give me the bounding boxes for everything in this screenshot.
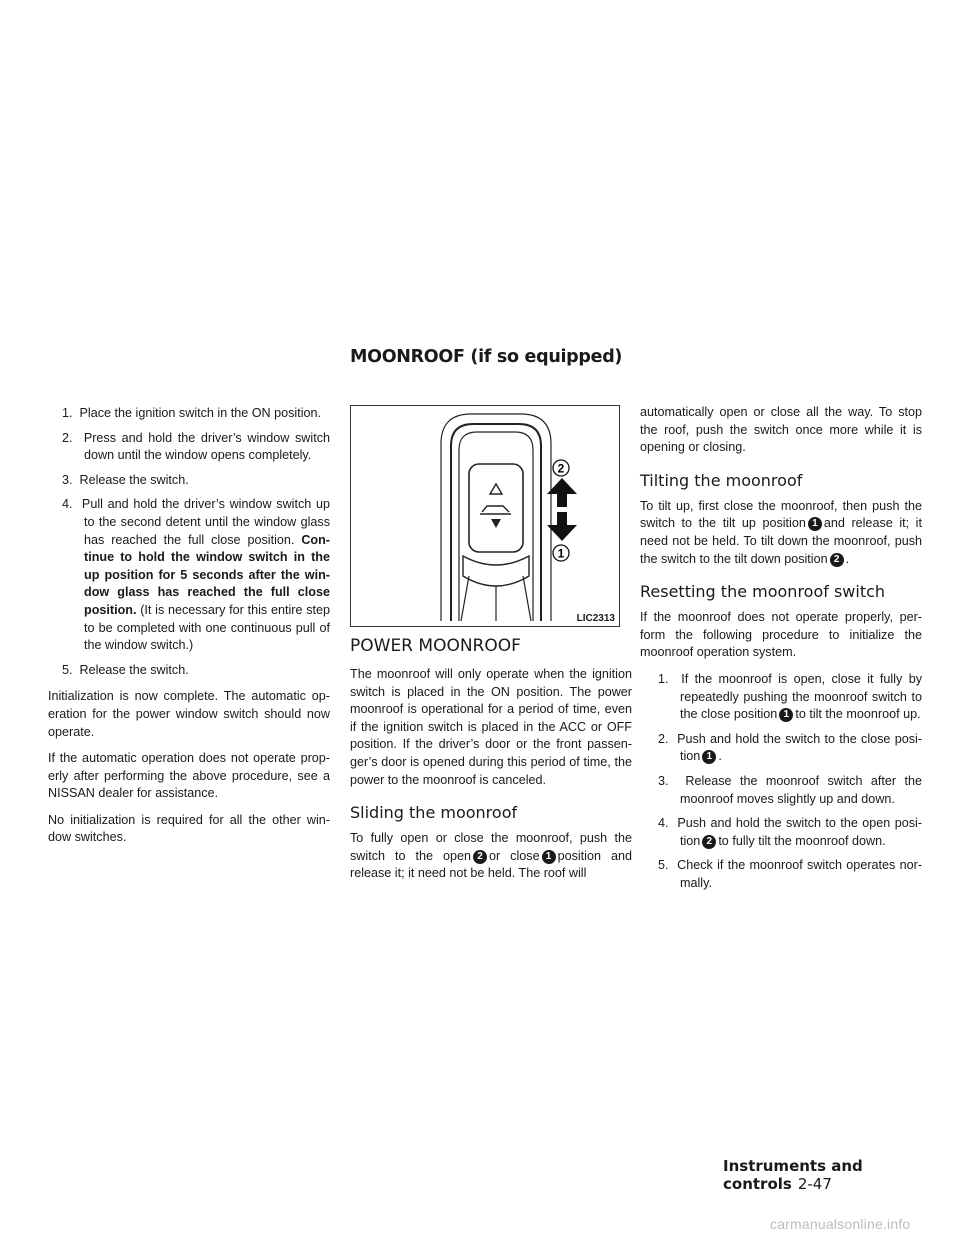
sliding-heading: Sliding the moonroof [350,803,518,823]
callout-1: 1 [557,546,565,561]
step-text: Place the ignition switch in the ON position. [79,406,322,420]
figure-label: LIC2313 [576,613,615,624]
paragraph: If the automatic operation does not operate prop-erly after performing the above procedure, see a NISSAN dealer for assistance. [48,751,330,801]
step-text: Press and hold the driver’s window switch down until the window opens completely. [83,430,330,463]
moonroof-switch-figure [350,405,620,627]
circled-1-icon: 1 [702,750,716,764]
list-item: 2. Push and hold the switch to the close posi-tion 1 . [658,731,922,764]
callout-2: 2 [557,461,565,476]
list-item [48,662,330,680]
tilting-heading: Tilting the moonroof [640,470,803,490]
circled-1-icon: 1 [779,708,793,722]
step-note: (It is necessary for this entire step to be completed with one continuous pull of the window switch.) [84,602,330,653]
list-item: 1. If the moonroof is open, close it fully by repeatedly pushing the moonroof switch to the close position 1 to tilt the moonroof up. [658,671,922,722]
step-number: 2. [62,430,73,445]
column-left [48,405,330,856]
circled-1-icon: 1 [542,850,556,864]
paragraph: If the moonroof does not operate properly, per-form the following procedure to initialize the moonroof operation system. [640,610,922,660]
column-right [640,404,922,901]
step-number: 1. [62,406,73,420]
circled-2-icon: 2 [473,850,487,864]
circled-2-icon: 2 [702,835,716,849]
list-item [48,496,330,654]
power-moonroof-heading: POWER MOONROOF [350,636,521,656]
moonroof-switch-illustration [351,406,619,626]
step-text: Pull and hold the driver’s window switch up to the second detent until the window glass has reached the full close position. [81,497,330,547]
paragraph: To tilt up, first close the moonroof, then push the switch to the tilt up position 1 and release it; it need not be held. To tilt down the moonroof, push the switch to the tilt down position 2 . [640,498,922,566]
window-init-steps [48,405,330,679]
circled-1-icon: 1 [808,517,822,531]
reset-steps [640,671,922,893]
paragraph: The moonroof will only operate when the ignition switch is placed in the ON position. The power moonroof is operational for a period of time, even if the ignition switch is placed in the ACC or OFF position. If the driver’s door or the front passen-ger’s door is opened during this period of time, the power to the moonroof is canceled. [350,667,632,787]
column-middle [350,636,632,892]
paragraph: To fully open or close the moonroof, push the switch to the open 2 or close 1 position and release it; it need not be held. The roof will [350,831,632,881]
circled-2-icon: 2 [830,553,844,567]
step-warning: Con-tinue to hold the window switch in the up position for 5 seconds after the win-dow glass has reached the full close position. [84,532,330,617]
page-number: 2-47 [797,1175,832,1193]
page-footer [723,1157,923,1193]
list-item [48,405,330,423]
paragraph: Initialization is now complete. The automatic op-eration for the power window switch should now operate. [48,689,330,739]
step-number: 4. [62,497,73,512]
footer-section-title: Instruments and controls [723,1157,863,1193]
list-item [48,472,330,490]
paragraph: No initialization is required for all the other win-dow switches. [48,812,330,845]
list-item: 4. Push and hold the switch to the open posi-tion 2 to fully tilt the moonroof down. [658,816,922,848]
step-number: 3. [62,472,73,487]
watermark: carmanualsonline.info [770,1216,911,1232]
resetting-heading: Resetting the moonroof switch [640,582,886,602]
list-item: 3. Release the moonroof switch after the moonroof moves slightly up and down. [658,773,923,806]
list-item [48,430,330,465]
step-number: 5. [62,662,73,677]
step-text: Release the switch. [79,472,189,487]
paragraph: automatically open or close all the way. To stop the roof, push the switch once more while it is opening or closing. [640,405,922,455]
section-heading: MOONROOF (if so equipped) [350,347,623,367]
step-text: Release the switch. [79,662,189,677]
list-item: 5. Check if the moonroof switch operates nor-mally. [658,858,923,890]
